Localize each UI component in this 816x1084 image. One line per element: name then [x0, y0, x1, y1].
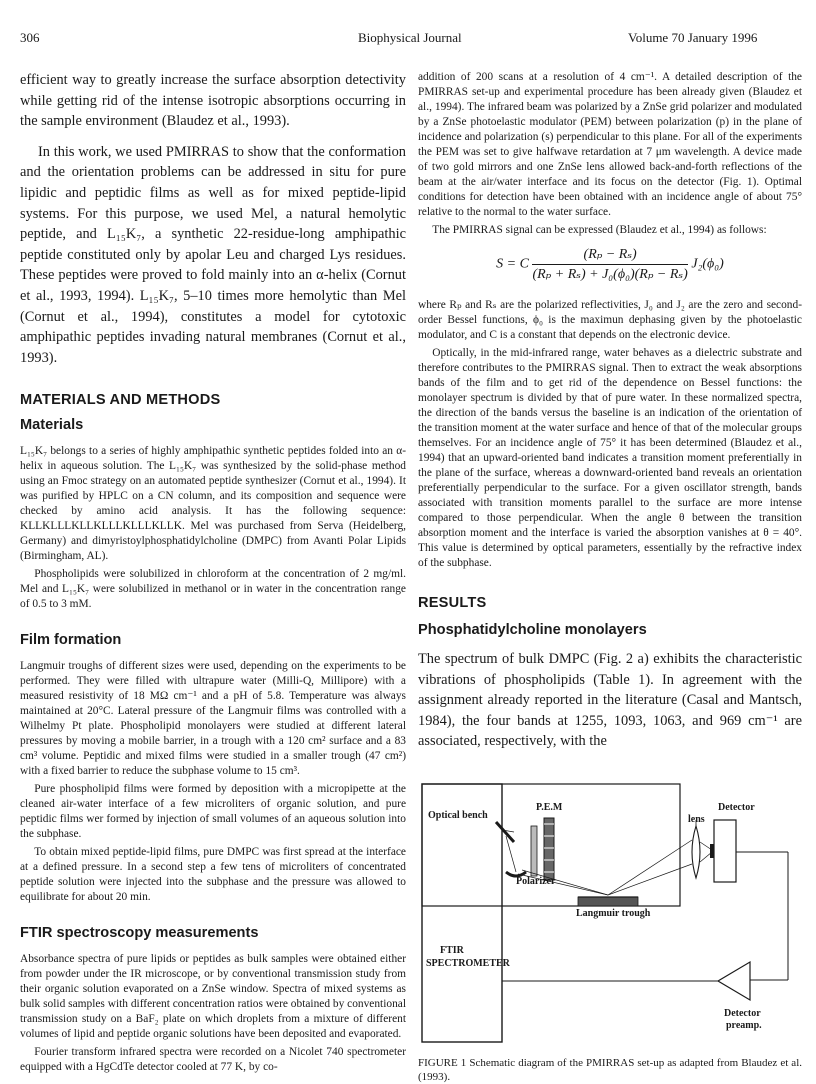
- ftir-paragraph-2: Fourier transform infrared spectra were recorded on a Nicolet 740 spectrometer equipped with a HgCdTe detector cooled at 77 K, by co-: [20, 1046, 406, 1074]
- figure-1-caption: FIGURE 1 Schematic diagram of the PMIRRAS set-up as adapted from Blaudez et al. (1993).: [418, 1056, 802, 1083]
- label-polarizer: Polarizer: [516, 875, 556, 887]
- section-heading-results: RESULTS: [418, 595, 487, 611]
- subsection-heading-phosphatidylcholine: Phosphatidylcholine monolayers: [418, 622, 647, 638]
- film-paragraph-1: Langmuir troughs of different sizes were used, depending on the experiments to be performed. They were filled with ultrapure water (Milli-Q, Millipore) with a measured resistivity of 18 MΩ cm⁻¹ and a pH of 5.8. Temperature was always maintained at 20°C. Lateral pressure of the Langmuir films was controlled with a Wilhelmy Pt plate. Phospholipid monolayers were studied at different lateral pressures by moving a mobile barrier, in a trough with a 120 cm² surface and a 83 cm³ volume. Peptidic and mixed films were studied in a smaller trough (47 cm²) with a fixed barrier to reduce the subphase volume to 15 cm³.: [20, 660, 406, 778]
- pmirras-paragraph-2: The PMIRRAS signal can be expressed (Blaudez et al., 1994) as follows:: [432, 224, 767, 236]
- ftir-paragraph-1: Absorbance spectra of pure lipids or peptides as bulk samples were obtained either from powder under the IR microscope, or by conventional transmission study from their organic solution evaporated on a ZnSe window. Spectra of mixed systems as bulk solid samples with different concentration ratios were obtained by conventional transmission study on a BaF₂ plate on which droplets from a mixture of different volumes of lipid and peptide organic solutions have been deposited and evaporated.: [20, 953, 406, 1041]
- film-paragraph-3: To obtain mixed peptide-lipid films, pure DMPC was first spread at the interface at a defined pressure. In a second step a few tens of microliters of concentrated peptide solution were injected into the subphase and the pressure was allowed to equilibrate for about 20 min.: [20, 846, 406, 904]
- intro-paragraph-end: efficient way to greatly increase the surface absorption detectivity while getting rid of the intense isotropic absorptions occurring in the sample environment (Blaudez et al., 1993).: [20, 72, 406, 130]
- pmirras-paragraph-4: Optically, in the mid-infrared range, water behaves as a dielectric substrate and therefore contributes to the PMIRRAS signal. Then to extract the weak absorptions bands of the film and to get rid of the dependence on Bessel functions: the monolayer spectrum is divided by that of pure water. In these normalized spectra, the direction of the bands versus the baseline is an indication of the orientation of the transition moment at the water surface and hence of that of the molecular groups themselves. For an incidence angle of 75° it has been determined (Blaudez et al., 1994) that an upward-oriented band indicates a transition moment preferentially in the plane of the surface, whereas a downward-oriented band reveals an orientation preferentially perpendicular to the surface. For a given oscillator strength, bands associated with transition moments parallel to the surface are more intense compared to those perpendicular. When the angle θ between the transition absorption moment and the interface is varied the absorption vanishes at θ = 40°. This value is determined by optical parameters, essentially by the refractive index of the subphase.: [418, 347, 802, 569]
- detector-element: [710, 844, 714, 858]
- polarizer-icon: [531, 826, 537, 876]
- pem-icon: [544, 818, 554, 880]
- right-column: [418, 70, 802, 1084]
- pmirras-equation: [418, 246, 802, 290]
- materials-paragraph-1: L₁₅K₇ belongs to a series of highly amphipathic synthetic peptides folded into an α-helix in aqueous solution. The L₁₅K₇ was synthesized by the solid-phase method using an Fmoc strategy on an automated peptide synthesizer (Cornut et al., 1994). It was purified by HPLC on a CN column, and its composition and sequence were checked by amino acid analysis. It has the following sequence: KLLKLLLKLLKLLLKLLLKLLK. Mel was purchased from Serva (Heidelberg, Germany) and dimyristoylphosphatidylcholine (DMPC) from Avanti Polar Lipids (Birmingham, AL).: [20, 445, 406, 563]
- figure-1: [418, 780, 802, 1050]
- label-spectrometer: SPECTROMETER: [426, 957, 510, 969]
- label-detector: Detector: [718, 801, 755, 813]
- label-detector-preamp-2: preamp.: [726, 1019, 762, 1031]
- volume-info: Volume 70 January 1996: [628, 30, 758, 45]
- left-column: [20, 70, 406, 1075]
- equation-denominator: (Rₚ + Rₛ) + J₀(ϕ₀)(Rₚ − Rₛ): [532, 267, 688, 282]
- intro-paragraph-2: In this work, we used PMIRRAS to show that the conformation and the orientation problems can be addressed in situ for pure lipidic and peptidic films as well as for mixed peptide-lipid systems. For this purpose, we used Mel, a natural hemolytic peptide, and L₁₅K₇, a synthetic 22-residue-long amphipathic peptide constituted only by apolar Leu and charged Lys residues. These peptides were proved to fold mainly into an α-helix (Cornut et al., 1993, 1994). L₁₅K₇, 5–10 times more hemolytic than Mel (Cornut et al., 1994), constitutes a model for cytotoxic amphipathic peptides invading natural membranes (Cornut et al., 1993).: [20, 143, 406, 366]
- results-paragraph-1: The spectrum of bulk DMPC (Fig. 2 a) exhibits the characteristic vibrations of phospholipids (Table 1). In agreement with the assignment already reported in the literature (Casal and Mantsch, 1984), the four bands at 1255, 1093, 1063, and 969 cm⁻¹ are associated, respectively, with the: [418, 651, 802, 750]
- equation-rhs: J₂(ϕ₀): [691, 256, 724, 272]
- label-langmuir-trough: Langmuir trough: [576, 907, 651, 919]
- page-number: 306: [20, 30, 40, 45]
- detector-box: [714, 820, 736, 882]
- subsection-heading-film-formation: Film formation: [20, 632, 122, 649]
- equation-lhs: S = C: [496, 256, 529, 272]
- subsection-heading-materials: Materials: [20, 417, 84, 434]
- preamp-icon: [718, 962, 750, 1000]
- film-paragraph-2: Pure phospholipid films were formed by deposition with a micropipette at the cleaned air-water interface of a few microliters of organic solution, and pure peptidic films wer formed by injection of small volumes of an aqueous solution into the subphase.: [20, 783, 406, 841]
- mirror-1: [496, 822, 514, 842]
- pmirras-paragraph-1: addition of 200 scans at a resolution of 4 cm⁻¹. A detailed description of the PMIRRAS set-up and experimental procedure has been already given (Blaudez et al., 1994). The infrared beam was polarized by a ZnSe grid polarizer and modulated by a ZnSe photoelastic modulator (PEM) between polarization (p) in the plane of incidence and polarization (s) perpendicular to this plane. For all of the experiments the PEM was set to give halfwave retardation at 7 μm wavelength. A device made of two gold mirrors and one ZnSe lens allowed back-and-forth reflections of the beam at the air/water interface and its focus on the detector (Fig. 1). Optimal conditions for detection have been obtained with an incidence angle of about 75° relative to the normal to the water surface.: [418, 71, 802, 218]
- label-optical-bench: Optical bench: [428, 809, 488, 821]
- label-ftir: FTIR: [440, 944, 464, 956]
- langmuir-trough-icon: [578, 897, 638, 906]
- materials-paragraph-2: Phospholipids were solubilized in chloroform at the concentration of 2 mg/ml. Mel and L₁₅K₇ were solubilized in methanol or in water in the concentration range of 0.5 to 3 mM.: [20, 568, 406, 611]
- label-detector-preamp-1: Detector: [724, 1007, 761, 1019]
- subsection-heading-ftir: FTIR spectroscopy measurements: [20, 925, 259, 942]
- pmirras-paragraph-3: where Rₚ and Rₛ are the polarized reflectivities, J₀ and J₂ are the zero and second-order Bessel functions, ϕ₀ is the maximun dephasing given by the photoelastic modulator, and C is a constant that depends on the electronic device.: [418, 299, 802, 341]
- section-heading-methods: MATERIALS AND METHODS: [20, 392, 221, 409]
- ftir-spectrometer-box: [422, 784, 502, 1042]
- lens-icon: [692, 826, 700, 878]
- equation-fraction: [532, 246, 687, 283]
- label-lens: lens: [688, 813, 705, 825]
- label-pem: P.E.M: [536, 801, 563, 813]
- equation-numerator: (Rₚ − Rₛ): [532, 246, 687, 265]
- journal-name: Biophysical Journal: [358, 30, 462, 45]
